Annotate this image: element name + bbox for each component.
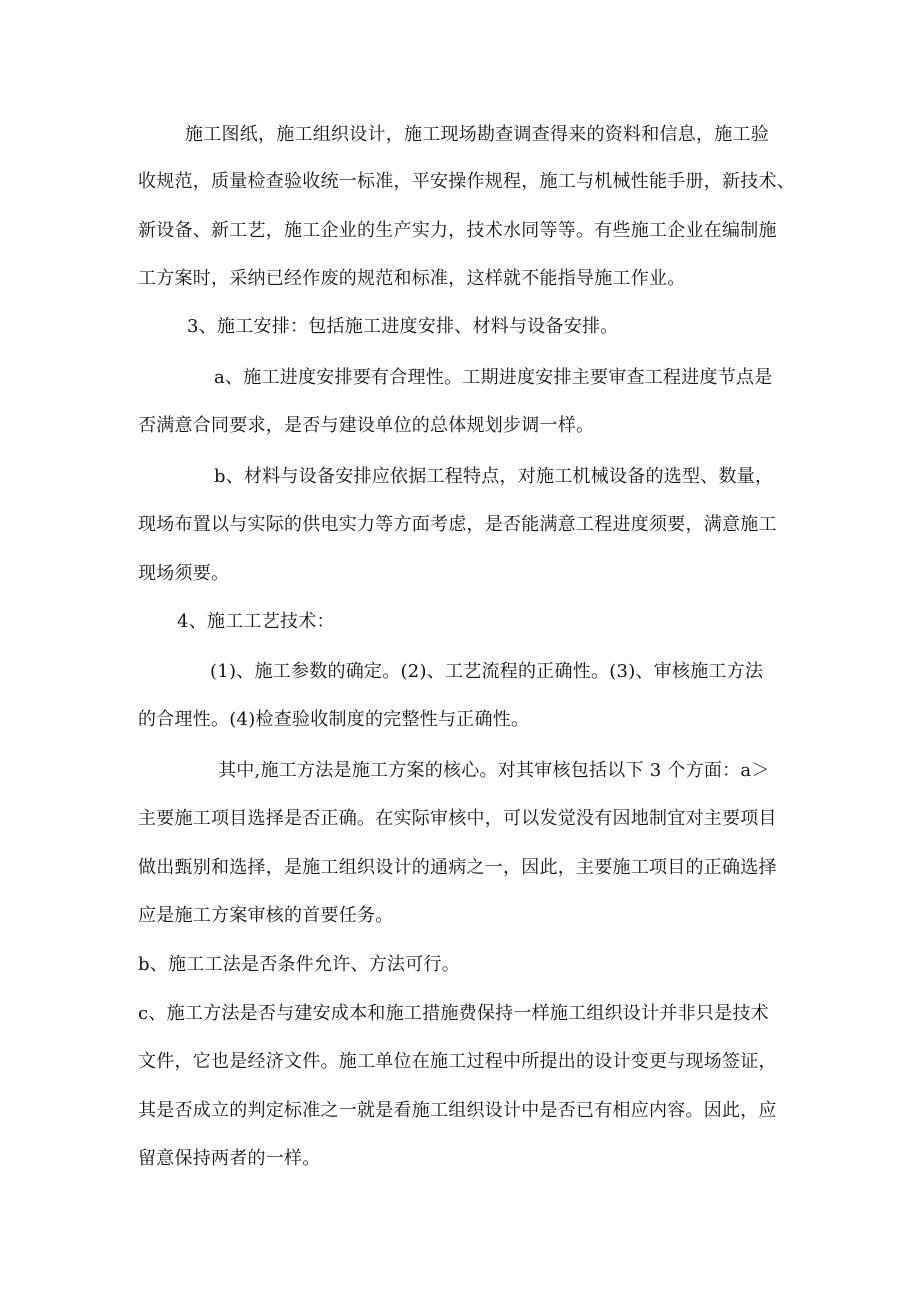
section-3-heading: 3、施工安排：包括施工进度安排、材料与设备安排。 bbox=[187, 316, 619, 337]
paragraph-3-line-1: a、施工进度安排要有合理性。工期进度安排主要审查工程进度节点是 bbox=[214, 367, 773, 388]
paragraph-8-line-1: b、施工工法是否条件允许、方法可行。 bbox=[138, 954, 461, 975]
paragraph-1-line-1: 施工图纸，施工组织设计，施工现场勘查调查得来的资料和信息，施工验 bbox=[185, 124, 769, 145]
paragraph-4-line-1: b、材料与设备安排应依据工程特点，对施工机械设备的选型、数量， bbox=[214, 466, 774, 487]
paragraph-9-line-2: 文件，它也是经济文件。施工单位在施工过程中所提出的设计变更与现场签证， bbox=[138, 1051, 777, 1072]
paragraph-4-line-2: 现场布置以与实际的供电实力等方面考虑，是否能满意工程进度须要，满意施工 bbox=[138, 514, 777, 535]
paragraph-3-line-2: 否满意合同要求，是否与建设单位的总体规划步调一样。 bbox=[138, 415, 595, 436]
paragraph-9-line-4: 留意保持两者的一样。 bbox=[138, 1148, 321, 1169]
paragraph-7-line-3: 做出甄别和选择，是施工组织设计的通病之一，因此，主要施工项目的正确选择 bbox=[138, 857, 777, 878]
paragraph-7-line-2: 主要施工项目选择是否正确。在实际审核中，可以发觉没有因地制宜对主要项目 bbox=[138, 808, 777, 829]
paragraph-9-line-1: c、施工方法是否与建安成本和施工措施费保持一样施工组织设计并非只是技术 bbox=[138, 1003, 769, 1024]
paragraph-1-line-3: 新设备、新工艺，施工企业的生产实力，技术水同等等。有些施工企业在编制施 bbox=[138, 220, 777, 241]
paragraph-6-line-2: 的合理性。(4)检查验收制度的完整性与正确性。 bbox=[138, 709, 530, 730]
paragraph-7-line-1: 其中,施工方法是施工方案的核心。对其审核包括以下 3 个方面：a＞ bbox=[218, 760, 770, 781]
paragraph-1-line-4: 工方案时，采纳已经作废的规范和标准，这样就不能指导施工作业。 bbox=[138, 268, 686, 289]
paragraph-1-line-2: 收规范，质量检查验收统一标准，平安操作规程，施工与机械性能手册，新技术、 bbox=[138, 171, 795, 192]
section-4-heading: 4、施工工艺技术： bbox=[177, 611, 335, 632]
paragraph-7-line-4: 应是施工方案审核的首要任务。 bbox=[138, 905, 394, 926]
paragraph-4-line-3: 现场须要。 bbox=[138, 563, 230, 584]
paragraph-6-line-1: (1)、施工参数的确定。(2)、工艺流程的正确性。(3)、审核施工方法 bbox=[210, 661, 764, 682]
paragraph-9-line-3: 其是否成立的判定标准之一就是看施工组织设计中是否已有相应内容。因此，应 bbox=[138, 1100, 777, 1121]
